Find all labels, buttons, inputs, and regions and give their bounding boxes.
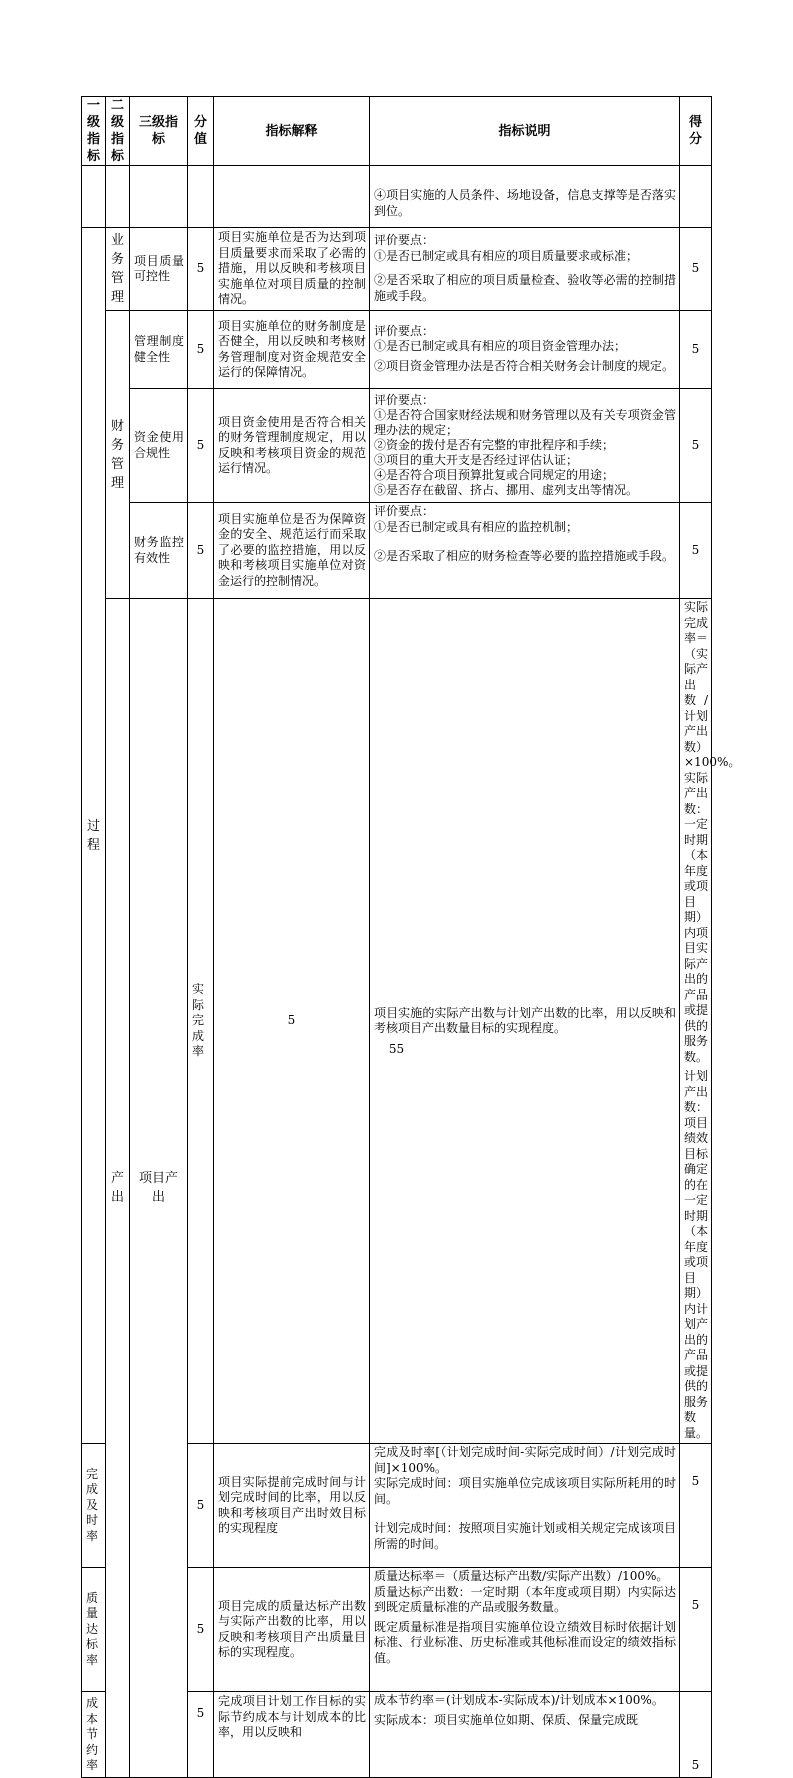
score-value: 5 — [680, 228, 712, 311]
points-value: 5 — [188, 503, 214, 599]
points-value: 5 — [188, 1568, 214, 1692]
indicator-explanation: 项目实施单位是否为达到项目质量要求而采取了必需的措施，用以反映和考核项目实施单位对项目质量的控制情况。 — [214, 228, 370, 311]
indicator-explanation: 完成项目计划工作目标的实际节约成本与计划成本的比率，用以反映和 — [214, 1692, 370, 1778]
indicator-description: 实际完成率＝（实际产出数/计划产出数）×100%。实际产出数：一定时期（本年度或项目期）内项目实际产出的产品或提供的服务数。 计划产出数：项目绩效目标确定的在一定时期（本年度或项目期）内计划产出的产品或提供的服务数量。 — [680, 599, 712, 1444]
indicator-explanation: 项目完成的质量达标产出数与实际产出数的比率，用以反映和考核项目产出质量目标的实现程度。 — [214, 1568, 370, 1692]
header-score: 得分 — [680, 97, 712, 166]
points-value: 5 — [188, 228, 214, 311]
score-value: 5 — [680, 1692, 712, 1778]
header-points: 分值 — [188, 97, 214, 166]
level2-business-management: 业务管理 — [106, 228, 130, 311]
indicator-description: 成本节约率＝(计划成本-实际成本)/计划成本×100%。 实际成本：项目实施单位如期、保质、保量完成既 — [370, 1692, 680, 1778]
score-value: 5 — [680, 389, 712, 503]
level3-financial-monitoring: 财务监控有效性 — [130, 503, 188, 599]
points-value: 5 — [214, 599, 370, 1444]
indicator-explanation: 项目实施的实际产出数与计划产出数的比率，用以反映和考核项目产出数量目标的实现程度。 — [370, 599, 680, 1444]
score-value: 5 — [680, 1444, 712, 1568]
score-value: 5 — [680, 503, 712, 599]
points-value: 5 — [188, 389, 214, 503]
indicator-explanation: 项目实际提前完成时间与计划完成时间的比率，用以反映和考核项目产出时效目标的实现程度 — [214, 1444, 370, 1568]
level3-timeliness-rate: 完成及时率 — [82, 1444, 106, 1568]
table-row — [82, 503, 712, 599]
header-level3: 三级指标 — [130, 97, 188, 166]
evaluation-indicator-table — [81, 96, 741, 1778]
level1-output: 产出 — [106, 599, 130, 1778]
header-explanation: 指标解释 — [214, 97, 370, 166]
level2-project-output: 项目产出 — [130, 599, 188, 1778]
page-number: 55 — [388, 1042, 405, 1056]
table-row — [82, 311, 712, 389]
points-value: 5 — [188, 311, 214, 389]
indicator-description: 质量达标率＝（质量达标产出数/实际产出数）/100%。 质量达标产出数：一定时期（本年度或项目期）内实际达到既定质量标准的产品或服务数量。 既定质量标准是指项目实施单位设立绩效目标时依据计划标准、行业标准、历史标准或其他标准而设定的绩效指标值。 — [370, 1568, 680, 1692]
level1-process: 过程 — [82, 228, 106, 1444]
indicator-explanation: 项目资金使用是否符合相关的财务管理制度规定，用以反映和考核项目资金的规范运行情况。 — [214, 389, 370, 503]
indicator-description: 评价要点： ①是否已制定或具有相应的监控机制； ②是否采取了相应的财务检查等必要的监控措施或手段。 — [370, 503, 680, 599]
table-row — [82, 389, 712, 503]
points-value: 5 — [188, 1692, 214, 1778]
level3-system-soundness: 管理制度健全性 — [130, 311, 188, 389]
header-description: 指标说明 — [370, 97, 680, 166]
indicator-explanation: 项目实施单位的财务制度是否健全，用以反映和考核财务管理制度对资金规范安全运行的保障情况。 — [214, 311, 370, 389]
indicator-description: 评价要点： ①是否符合国家财经法规和财务管理以及有关专项资金管理办法的规定； ②资金的拨付是否有完整的审批程序和手续； ③项目的重大开支是否经过评估认证； ④是否符合项目预算批复或合同规定的用途； ⑤是否存在截留、挤占、挪用、虚列支出等情况。 — [370, 389, 680, 503]
header-level1: 一级指标 — [82, 97, 106, 166]
level3-quality-rate: 质量达标率 — [82, 1568, 106, 1692]
points-value: 5 — [188, 1444, 214, 1568]
score-value: 5 — [680, 1568, 712, 1692]
header-level2: 二级指标 — [106, 97, 130, 166]
level2-finance-management: 财务管理 — [106, 311, 130, 599]
level3-quality-control: 项目质量可控性 — [130, 228, 188, 311]
indicator-description: 评价要点： ①是否已制定或具有相应的项目资金管理办法； ②项目资金管理办法是否符合相关财务会计制度的规定。 — [370, 311, 680, 389]
table-row — [82, 228, 712, 311]
continued-description: ④项目实施的人员条件、场地设备，信息支撑等是否落实到位。 — [370, 166, 680, 228]
level3-fund-compliance: 资金使用合规性 — [130, 389, 188, 503]
indicator-explanation: 项目实施单位是否为保障资金的安全、规范运行而采取了必要的监控措施，用以反映和考核项目实施单位对资金运行的控制情况。 — [214, 503, 370, 599]
indicator-description: 评价要点： ①是否已制定或具有相应的项目质量要求或标准； ②是否采取了相应的项目质量检查、验收等必需的控制措施或手段。 — [370, 228, 680, 311]
level3-completion-rate: 实际完成率 — [188, 599, 214, 1444]
level3-cost-saving-rate: 成本节约率 — [82, 1692, 106, 1778]
table-header-row — [82, 97, 712, 166]
indicator-description: 完成及时率[（计划完成时间-实际完成时间）/计划完成时间]×100%。 实际完成时间：项目实施单位完成该项目实际所耗用的时间。 计划完成时间：按照项目实施计划或相关规定完成该项目所需的时间。 — [370, 1444, 680, 1568]
score-value: 5 — [680, 311, 712, 389]
table-row — [82, 599, 712, 1444]
table-row — [82, 166, 712, 228]
